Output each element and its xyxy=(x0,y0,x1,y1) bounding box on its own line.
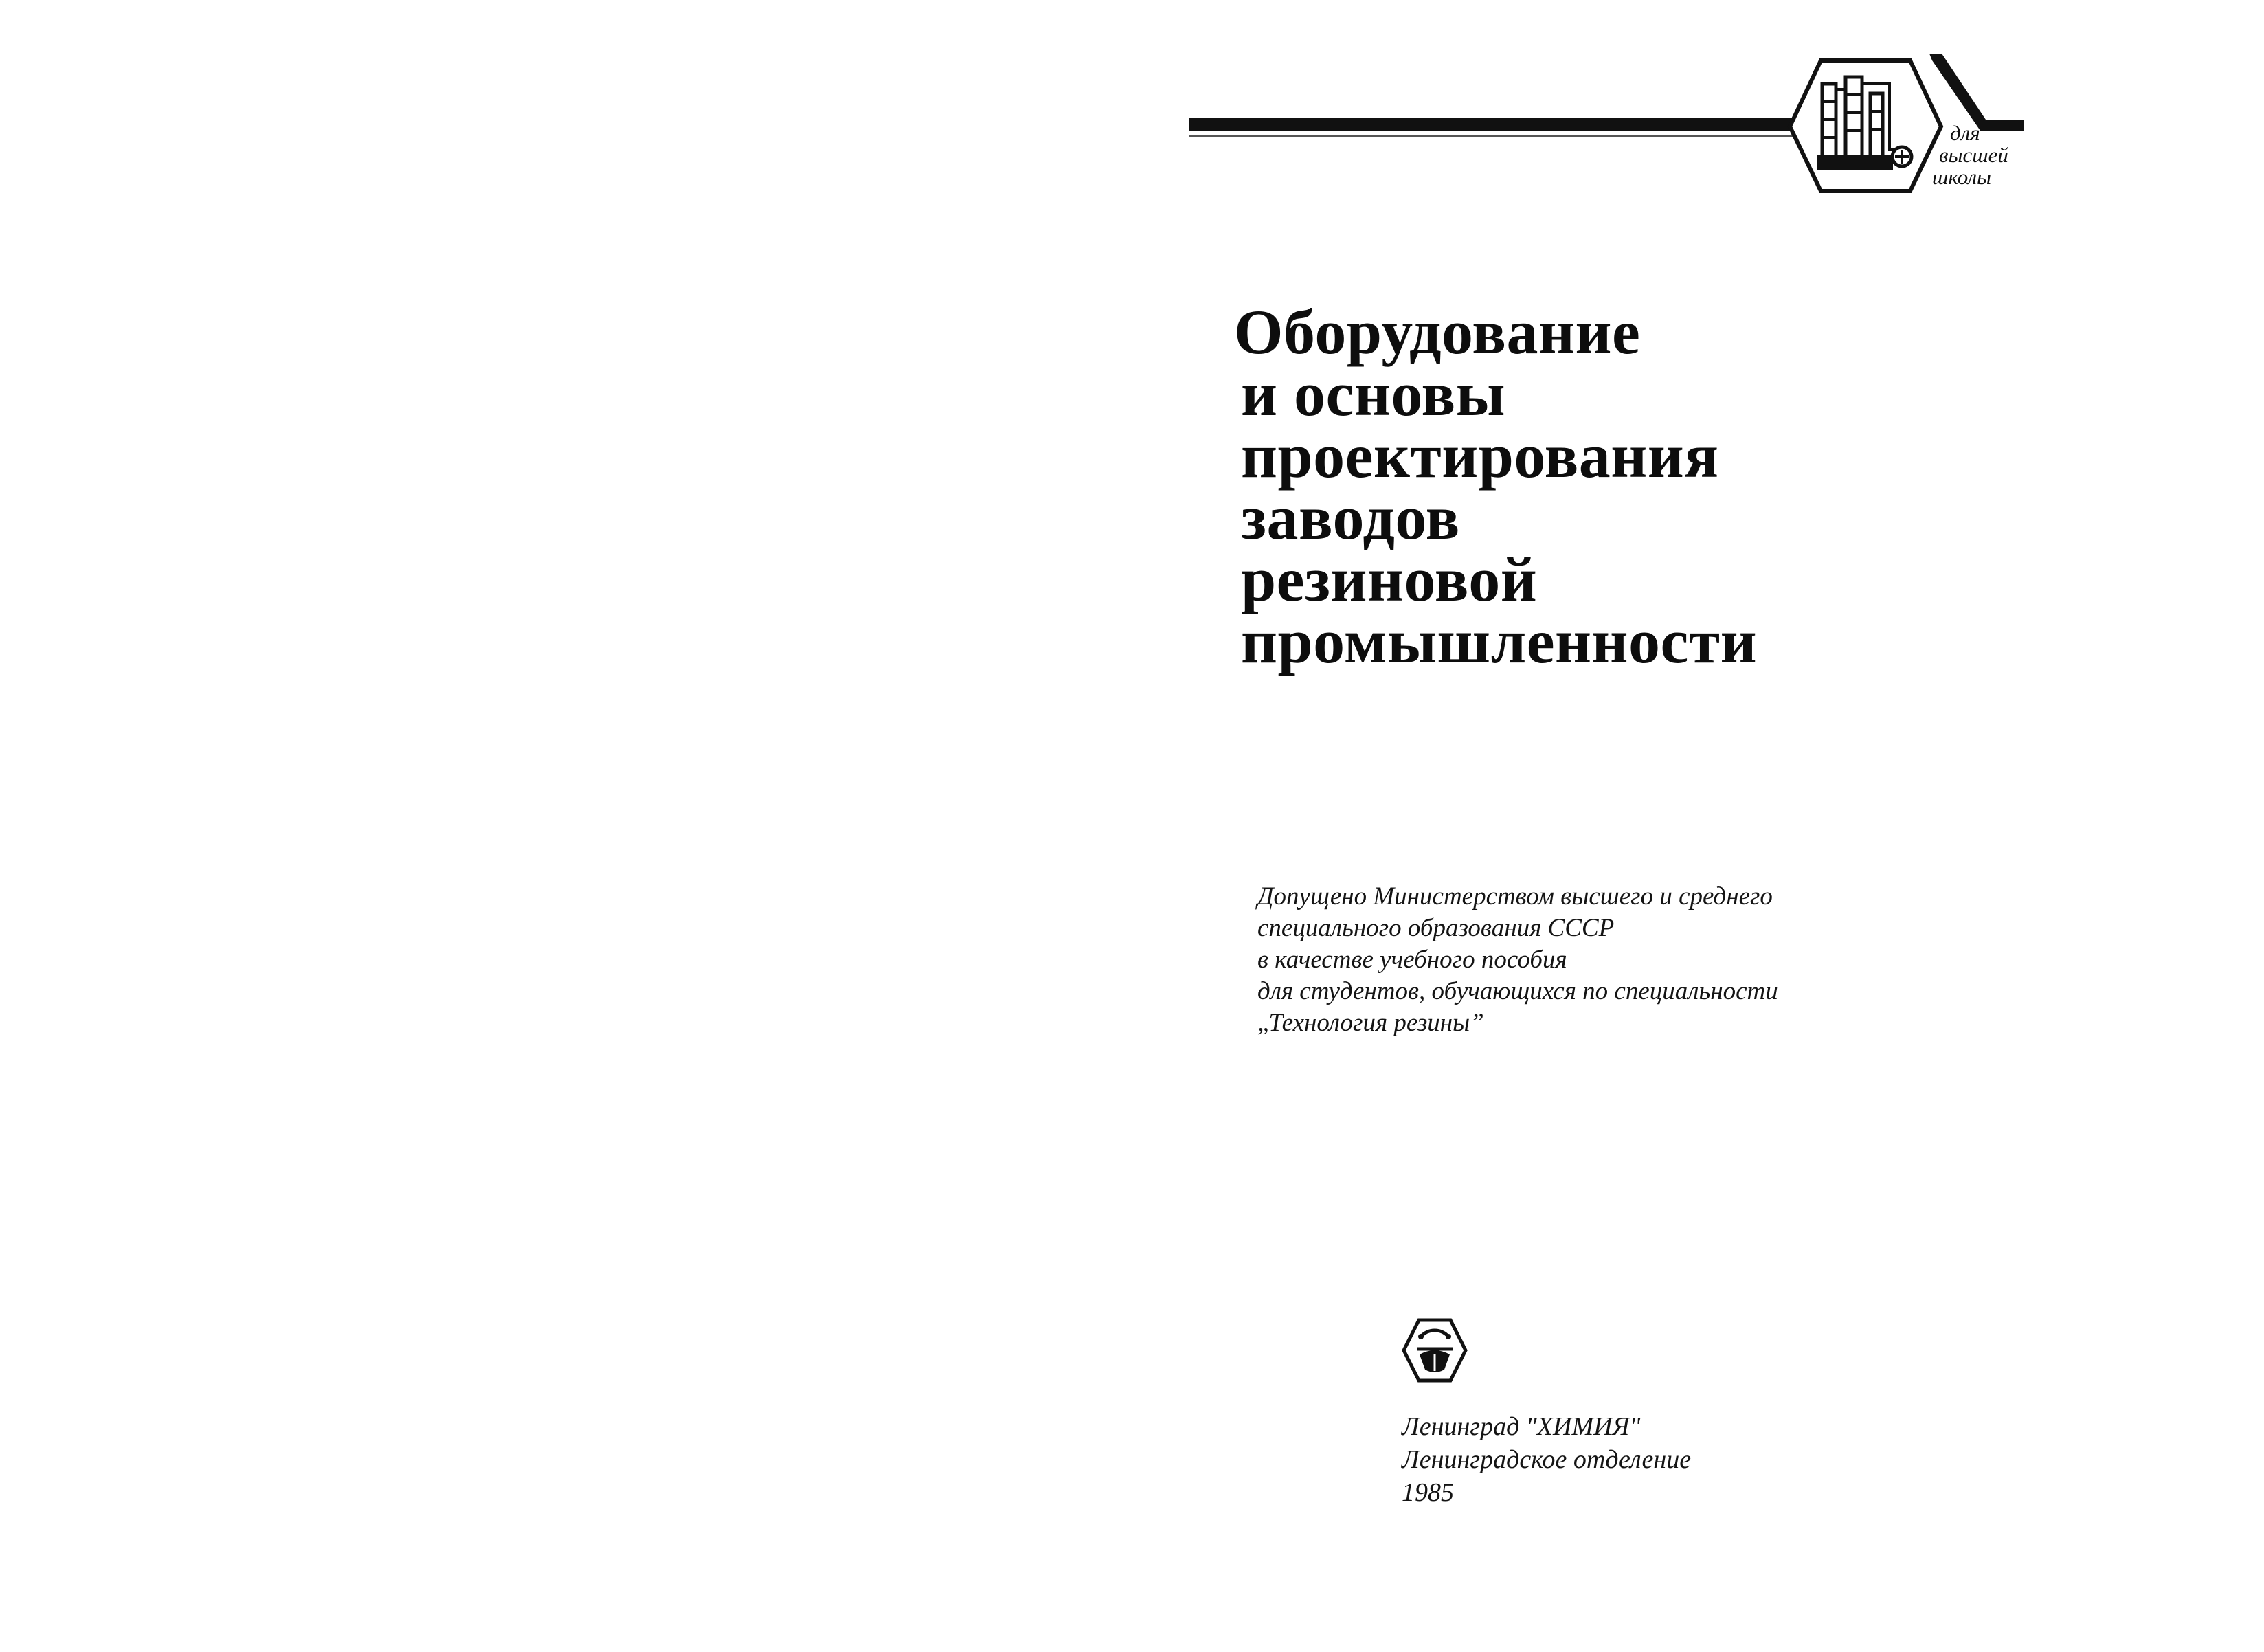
publisher-imprint xyxy=(1402,1410,1883,1509)
title-line: промышленности xyxy=(1241,606,1758,676)
title-line: и основы xyxy=(1241,359,1506,429)
series-label-line: для xyxy=(1950,121,1980,145)
series-label xyxy=(1932,122,2028,188)
khimiya-publisher-logo-icon xyxy=(1400,1316,1469,1385)
imprint-branch: Ленинградское отделение xyxy=(1402,1445,1692,1474)
title-line: заводов xyxy=(1241,482,1460,552)
approval-line: Допущено Министерством высшего и среднего xyxy=(1257,882,1773,911)
title-line: проектирования xyxy=(1241,421,1719,491)
series-label-line: высшей xyxy=(1939,143,2008,167)
imprint-city-publisher: Ленинград "ХИМИЯ" xyxy=(1402,1412,1641,1441)
series-header-thin-rule xyxy=(1189,135,1793,137)
imprint-year: 1985 xyxy=(1402,1478,1454,1507)
title-page xyxy=(1161,0,2264,1652)
title-line: резиновой xyxy=(1241,544,1538,614)
ministry-approval-note xyxy=(1257,881,1876,1039)
book-title xyxy=(1234,297,1921,676)
series-label-line: школы xyxy=(1932,165,1991,189)
series-header-rule xyxy=(1189,118,1793,131)
approval-line: специального образования СССР xyxy=(1257,914,1615,942)
title-line: Оборудование xyxy=(1234,297,1641,367)
approval-line: для студентов, обучающихся по специальности xyxy=(1257,977,1778,1005)
approval-line: „Технология резины” xyxy=(1257,1009,1484,1037)
approval-line: в качестве учебного пособия xyxy=(1257,946,1567,974)
